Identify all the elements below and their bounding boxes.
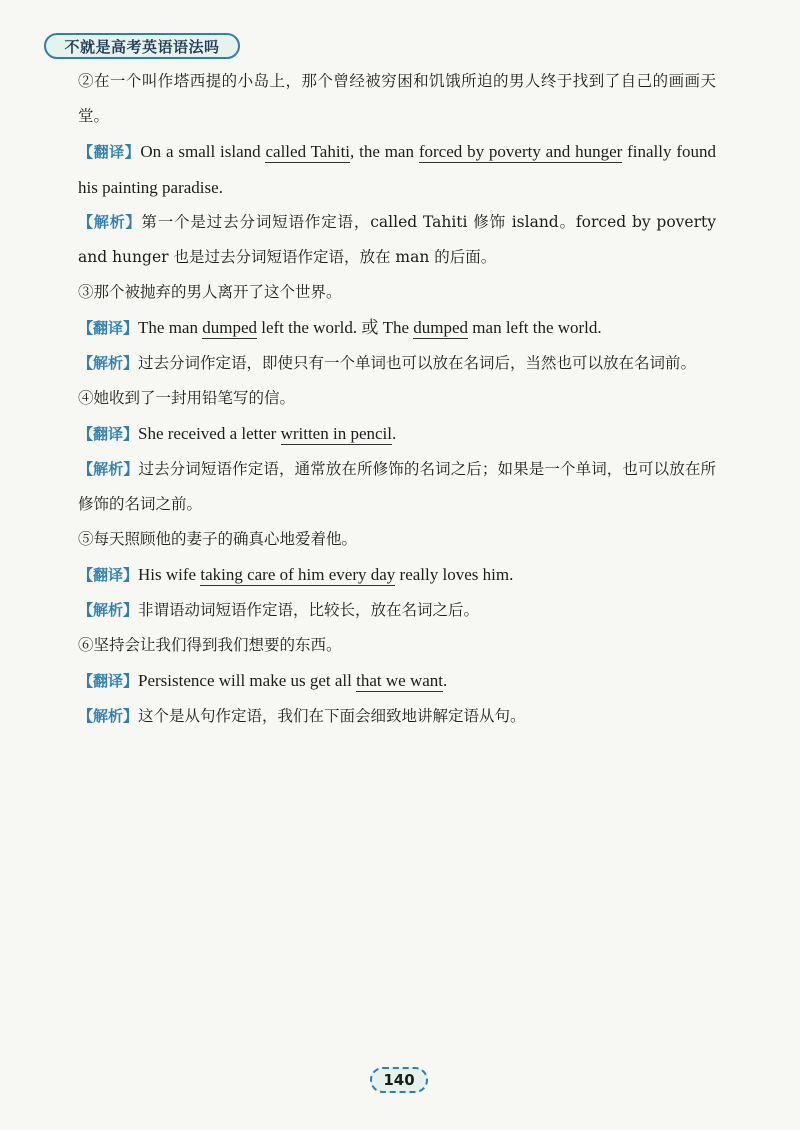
analysis-paragraph: 【解析】过去分词短语作定语，通常放在所修饰的名词之后；如果是一个单词，也可以放在所修饰的名词之前。 <box>78 460 716 513</box>
analysis-label: 【解析】 <box>78 354 139 372</box>
analysis-paragraph: 【解析】过去分词作定语，即使只有一个单词也可以放在名词后，当然也可以放在名词前。 <box>78 354 697 372</box>
translation-paragraph: 【翻译】She received a letter written in pencil. <box>78 424 397 443</box>
analysis-paragraph: 【解析】这个是从句作定语，我们在下面会细致地讲解定语从句。 <box>78 707 526 725</box>
translation-label: 【翻译】 <box>78 319 139 337</box>
underlined-phrase: written in pencil <box>280 424 392 443</box>
translation-paragraph: 【翻译】The man dumped left the world. 或 The dumped man left the world. <box>78 318 602 337</box>
underlined-phrase: called Tahiti <box>265 142 351 161</box>
translation-paragraph: 【翻译】His wife taking care of him every day really loves him. <box>78 565 514 584</box>
analysis-paragraph: 【解析】第一个是过去分词短语作定语，called Tahiti 修饰 island。forced by poverty and hunger 也是过去分词短语作定语，放在 man 的后面。 <box>78 213 716 266</box>
page-content <box>52 64 716 734</box>
analysis-label: 【解析】 <box>78 707 139 725</box>
underlined-phrase: dumped <box>413 318 469 337</box>
analysis-label: 【解析】 <box>78 213 142 231</box>
analysis-label: 【解析】 <box>78 460 139 478</box>
chinese-sentence: ⑤每天照顾他的妻子的确真心地爱着他。 <box>78 530 358 548</box>
chinese-sentence: ②在一个叫作塔西提的小岛上，那个曾经被穷困和饥饿所迫的男人终于找到了自己的画画天堂。 <box>78 72 716 125</box>
analysis-label: 【解析】 <box>78 601 139 619</box>
underlined-phrase: forced by poverty and hunger <box>418 142 623 161</box>
underlined-phrase: that we want <box>356 671 443 690</box>
translation-paragraph: 【翻译】Persistence will make us get all that we want. <box>78 671 448 690</box>
analysis-paragraph: 【解析】非谓语动词短语作定语，比较长，放在名词之后。 <box>78 601 480 619</box>
translation-label: 【翻译】 <box>78 425 139 443</box>
underlined-phrase: dumped <box>202 318 257 337</box>
translation-paragraph: 【翻译】On a small island called Tahiti, the man forced by poverty and hunger finally found his painting paradise. <box>78 142 716 197</box>
chinese-sentence: ③那个被抛弃的男人离开了这个世界。 <box>78 283 342 301</box>
underlined-phrase: taking care of him every day <box>200 565 396 584</box>
book-title-badge: 不就是高考英语语法吗 <box>44 33 240 59</box>
page-number: 140 <box>370 1067 428 1093</box>
chinese-sentence: ⑥坚持会让我们得到我们想要的东西。 <box>78 636 342 654</box>
translation-label: 【翻译】 <box>78 672 139 690</box>
translation-label: 【翻译】 <box>78 566 139 584</box>
translation-label: 【翻译】 <box>78 143 141 161</box>
chinese-sentence: ④她收到了一封用铅笔写的信。 <box>78 389 296 407</box>
